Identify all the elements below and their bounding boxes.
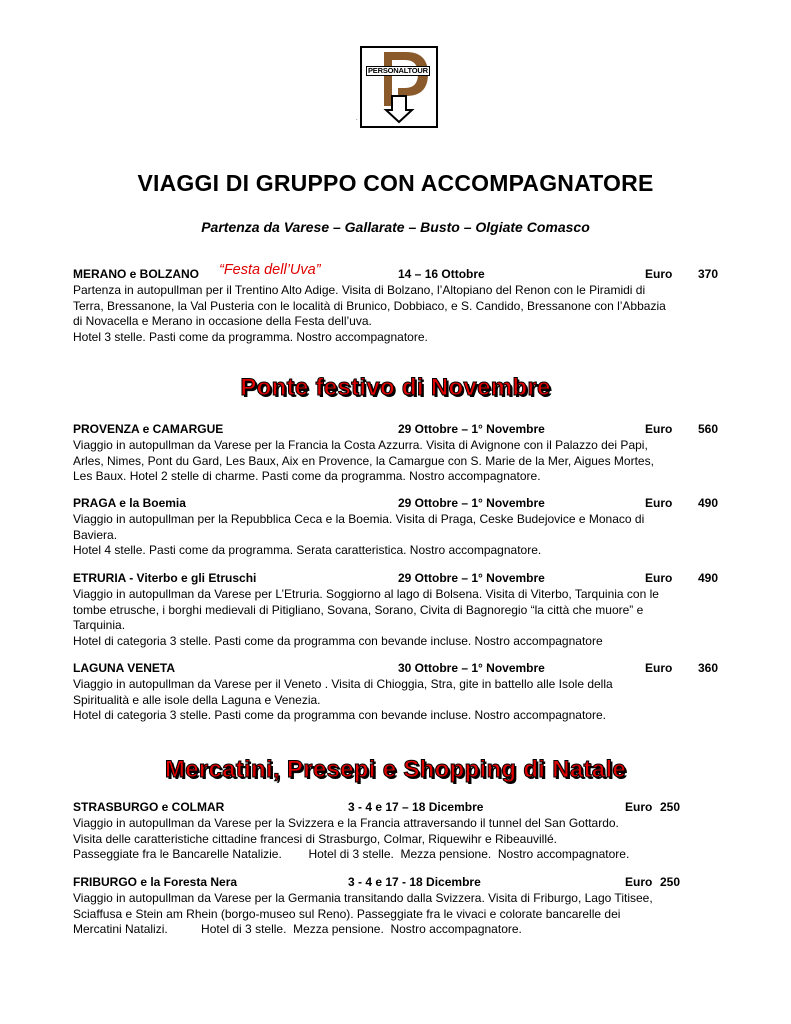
trip-praga: [73, 496, 718, 559]
description-line: Baviera.: [73, 527, 118, 542]
trip-description: [73, 891, 718, 938]
trip-merano: [73, 262, 718, 345]
trip-provenza: [73, 422, 718, 485]
page-subtitle: Partenza da Varese – Gallarate – Busto – Olgiate Comasco: [201, 219, 590, 235]
trip-currency: Euro: [625, 800, 653, 814]
trip-etruria: [73, 571, 718, 649]
trip-currency: Euro: [625, 875, 653, 889]
trip-dates: 3 - 4 e 17 - 18 Dicembre: [348, 875, 481, 889]
trip-price: 560: [697, 422, 718, 436]
description-line: Terra, Bressanone, la Val Pusteria con le località di Brunico, Dobbiaco, e S. Candido, Bressanone con l’Abbazia: [73, 298, 666, 313]
description-line: Tarquinia.: [73, 618, 126, 632]
trip-currency: Euro: [645, 496, 673, 510]
trip-description: [73, 283, 718, 345]
description-line: Hotel 4 stelle. Pasti come da programma. Serata caratteristica. Nostro accompagnatore.: [73, 543, 542, 557]
logo-graphic: [362, 48, 436, 126]
trip-header: [73, 875, 718, 891]
description-line: Les Baux. Hotel 2 stelle di charme. Pasti come da programma. Nostro accompagnatore.: [73, 469, 541, 483]
trip-header: [73, 571, 718, 587]
logo-dot: .: [356, 116, 358, 122]
description-line: Passeggiate fra le Bancarelle Natalizie. Hotel di 3 stelle. Mezza pensione. Nostro accompagnatore.: [73, 847, 630, 861]
trip-dates: 30 Ottobre – 1° Novembre: [398, 661, 545, 675]
trip-currency: Euro: [645, 267, 673, 281]
description-line: Viaggio in autopullman per la Repubblica Ceca e la Boemia. Visita di Praga, Ceske Budejovice e Monaco di: [73, 512, 645, 526]
description-line: Hotel 3 stelle. Pasti come da programma. Nostro accompagnatore.: [73, 329, 428, 344]
trip-description: [73, 677, 718, 724]
section-title-christmas: Mercatini, Presepi e Shopping di Natale: [164, 756, 627, 783]
trip-laguna: [73, 661, 718, 724]
trip-price: 490: [697, 496, 718, 510]
trip-price: 250: [659, 875, 680, 889]
trip-dates: 29 Ottobre – 1° Novembre: [398, 571, 545, 585]
trip-tag: “Festa dell’Uva”: [219, 262, 321, 278]
description-line: di Novacella e Merano in occasione della Festa dell’uva.: [73, 314, 372, 328]
description-line: tombe etrusche, i borghi medievali di Pitigliano, Sovana, Sorano, Civita di Bagnoregio “la città che muore” e: [73, 602, 644, 617]
trip-price: 490: [697, 571, 718, 585]
trip-currency: Euro: [645, 571, 673, 585]
description-line: Mercatini Natalizi. Hotel di 3 stelle. Mezza pensione. Nostro accompagnatore.: [73, 922, 522, 936]
trip-header: [73, 661, 718, 677]
trip-dates: 3 - 4 e 17 – 18 Dicembre: [348, 800, 484, 814]
trip-price: 360: [697, 661, 718, 675]
description-line: Partenza in autopullman per il Trentino Alto Adige. Visita di Bolzano, l’Altopiano del Renon con le Piramidi di: [73, 283, 646, 297]
trip-description: [73, 587, 718, 649]
trip-description: [73, 438, 718, 485]
description-line: Viaggio in autopullman da Varese per il Veneto . Visita di Chioggia, Stra, gite in battello alle Isole della: [73, 677, 613, 691]
page-title: VIAGGI DI GRUPPO CON ACCOMPAGNATORE: [137, 170, 654, 196]
trip-dates: 14 – 16 Ottobre: [398, 267, 485, 281]
trip-header: [73, 422, 718, 438]
description-line: Viaggio in autopullman da Varese per L’Etruria. Soggiorno al lago di Bolsena. Visita di Viterbo, Tarquinia con le: [73, 587, 659, 601]
trip-price: 370: [697, 267, 718, 281]
trip-description: [73, 816, 718, 863]
trip-header: [73, 496, 718, 512]
description-line: Sciaffusa e Stein am Rhein (borgo-museo sul Reno). Passeggiate fra le vivaci e colorate bancarelle dei: [73, 906, 621, 921]
trip-name: STRASBURGO e COLMAR: [73, 800, 225, 814]
description-line: Viaggio in autopullman da Varese per la Svizzera e la Francia attraversando il tunnel del San Gottardo.: [73, 816, 619, 830]
description-line: Hotel di categoria 3 stelle. Pasti come da programma con bevande incluse. Nostro accompagnatore.: [73, 708, 606, 722]
description-line: Viaggio in autopullman da Varese per la Germania transitando dalla Svizzera. Visita di Friburgo, Lago Titisee,: [73, 891, 653, 905]
trip-name: PROVENZA e CAMARGUE: [73, 422, 224, 436]
trip-header: [73, 800, 718, 816]
trip-name: FRIBURGO e la Foresta Nera: [73, 875, 238, 889]
trip-dates: 29 Ottobre – 1° Novembre: [398, 496, 545, 510]
trip-name: LAGUNA VENETA: [73, 661, 175, 675]
description-line: Hotel di categoria 3 stelle. Pasti come da programma con bevande incluse. Nostro accompagnatore: [73, 633, 603, 648]
trip-currency: Euro: [645, 422, 673, 436]
section-title-november: Ponte festivo di Novembre: [240, 374, 551, 401]
trip-name: PRAGA e la Boemia: [73, 496, 186, 510]
company-logo: [360, 46, 438, 128]
trip-currency: Euro: [645, 661, 673, 675]
trip-name: MERANO e BOLZANO: [73, 267, 199, 281]
trip-description: [73, 512, 718, 559]
description-line: Viaggio in autopullman da Varese per la Francia la Costa Azzurra. Visita di Avignone con il Palazzo dei Papi,: [73, 438, 648, 452]
description-line: Arles, Nimes, Pont du Gard, Les Baux, Aix en Provence, la Camargue con S. Marie de la Mer, Aigues Mortes,: [73, 453, 654, 468]
trip-strasburgo: [73, 800, 718, 863]
description-line: Visita delle caratteristiche cittadine francesi di Strasburgo, Colmar, Riquewihr e Ribeauvillé.: [73, 831, 558, 846]
trip-friburgo: [73, 875, 718, 938]
trip-price: 250: [659, 800, 680, 814]
trip-header: [73, 262, 718, 283]
description-line: Spiritualità e alle isole della Laguna e Venezia.: [73, 692, 321, 707]
trip-dates: 29 Ottobre – 1° Novembre: [398, 422, 545, 436]
logo-text: PERSONALTOUR: [368, 66, 428, 75]
trip-name: ETRURIA - Viterbo e gli Etruschi: [73, 571, 257, 585]
